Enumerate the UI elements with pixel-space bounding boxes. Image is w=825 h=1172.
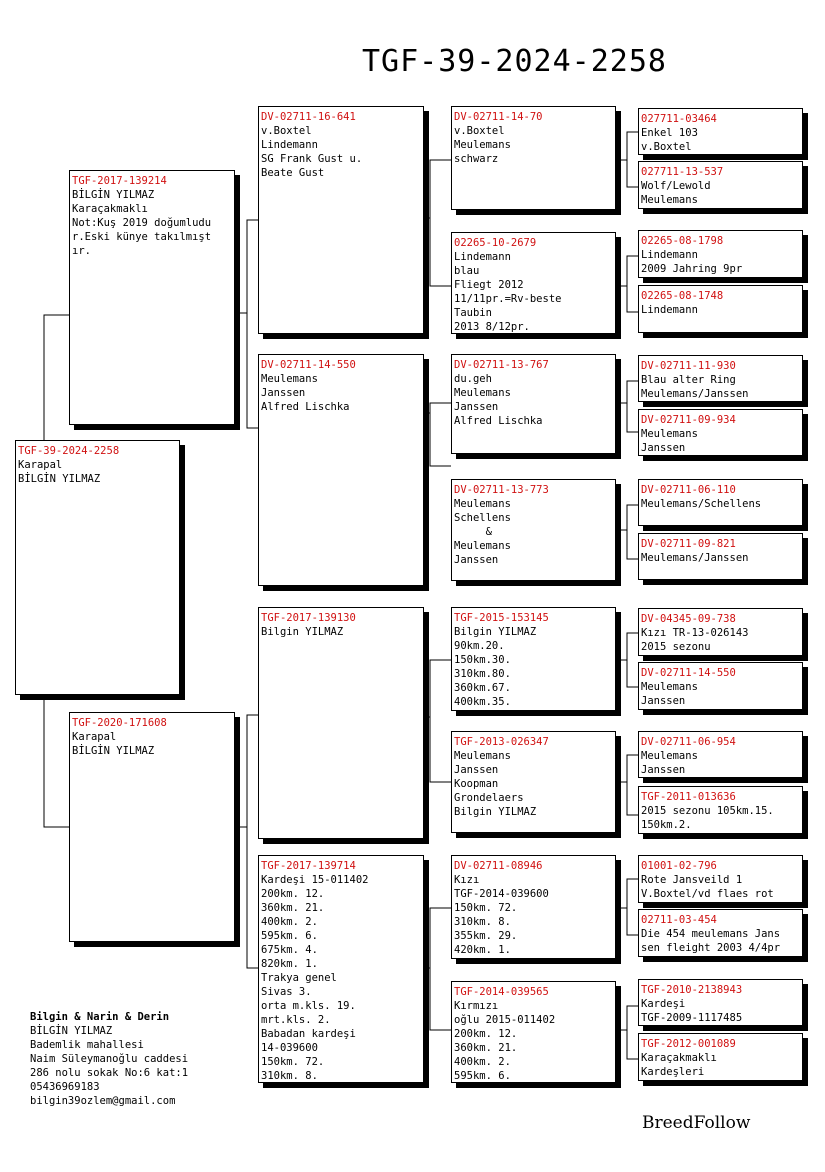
pigeon-detail-line: Kızı TR-13-026143 <box>641 627 749 639</box>
owner-line: Bademlik mahallesi <box>30 1039 144 1051</box>
ring-number: DV-02711-09-934 <box>641 414 736 426</box>
pigeon-detail-line: Meulemans <box>641 428 698 440</box>
pigeon-detail-line: Janssen <box>454 401 499 413</box>
pigeon-detail-line: 150km. 72. <box>261 1056 325 1068</box>
pigeon-card-g4[interactable] <box>638 479 803 526</box>
pigeon-detail-line: Janssen <box>641 695 686 707</box>
pigeon-detail-line: TGF-2009-1117485 <box>641 1012 743 1024</box>
pigeon-detail-line: 310km. 8. <box>261 1070 318 1082</box>
pigeon-detail-line: BİLGİN YILMAZ <box>72 745 155 757</box>
pigeon-detail-line: Janssen <box>261 387 306 399</box>
ring-number: DV-02711-11-930 <box>641 360 736 372</box>
pigeon-detail-line: Blau alter Ring <box>641 374 736 386</box>
pigeon-detail-line: Babadan kardeşi <box>261 1028 356 1040</box>
pigeon-detail-line: 2009 Jahring 9pr <box>641 263 743 275</box>
pigeon-detail-line: Die 454 meulemans Jans <box>641 928 781 940</box>
ring-number: DV-02711-08946 <box>454 860 543 872</box>
pigeon-detail-line: Meulemans/Janssen <box>641 552 749 564</box>
pigeon-detail-line: Kardeşleri <box>641 1066 705 1078</box>
ring-number: TGF-2010-2138943 <box>641 984 743 996</box>
pigeon-detail-line: 2013 8/12pr. <box>454 321 530 333</box>
owner-line: 286 nolu sokak No:6 kat:1 <box>30 1067 189 1079</box>
pigeon-card-g4[interactable] <box>638 108 803 155</box>
pigeon-detail-line: 400km. 2. <box>454 1056 511 1068</box>
pigeon-detail-line: 90km.20. <box>454 640 505 652</box>
owner-line: BİLGİN YILMAZ <box>30 1025 113 1037</box>
pigeon-card-g4[interactable] <box>638 533 803 580</box>
pigeon-detail-line: Meulemans <box>454 498 511 510</box>
owner-line: Naim Süleymanoğlu caddesi <box>30 1053 189 1065</box>
pigeon-detail-line: 2015 sezonu 105km.15. <box>641 805 774 817</box>
pigeon-detail-line: r.Eski künye takılmışt <box>72 231 212 243</box>
pigeon-detail-line: 400km.35. <box>454 696 511 708</box>
ring-number: 02265-08-1748 <box>641 290 724 302</box>
ring-number: 02265-08-1798 <box>641 235 724 247</box>
pigeon-detail-line: Lindemann <box>641 249 698 261</box>
pigeon-detail-line: Fliegt 2012 <box>454 279 524 291</box>
pigeon-card-g2[interactable] <box>258 354 424 586</box>
ring-number: TGF-2012-001089 <box>641 1038 736 1050</box>
ring-number: TGF-2011-013636 <box>641 791 736 803</box>
pigeon-detail-line: Karaçakmaklı <box>641 1052 717 1064</box>
pigeon-detail-line: Meulemans <box>454 387 511 399</box>
pigeon-detail-line: 360km.67. <box>454 682 511 694</box>
pigeon-detail-line: Lindemann <box>454 251 511 263</box>
brand-logo: BreedFollow <box>642 1113 751 1133</box>
pigeon-detail-line: Schellens <box>454 512 511 524</box>
pigeon-detail-line: Wolf/Lewold <box>641 180 711 192</box>
pigeon-detail-line: Janssen <box>454 554 499 566</box>
pigeon-detail-line: oğlu 2015-011402 <box>454 1014 556 1026</box>
pigeon-card-g4[interactable] <box>638 1033 803 1081</box>
pigeon-detail-line: 150km.2. <box>641 819 692 831</box>
pigeon-detail-line: Lindemann <box>261 139 318 151</box>
pigeon-detail-line: du.geh <box>454 373 492 385</box>
pigeon-card-g4[interactable] <box>638 355 803 402</box>
pigeon-detail-line: Taubin <box>454 307 492 319</box>
pigeon-detail-line: 200km. 12. <box>261 888 325 900</box>
pigeon-card-g3[interactable] <box>451 855 616 959</box>
pigeon-detail-line: Lindemann <box>641 304 698 316</box>
pigeon-card-g2[interactable] <box>258 607 424 839</box>
pigeon-card-g3[interactable] <box>451 731 616 833</box>
ring-number: 01001-02-796 <box>641 860 717 872</box>
pigeon-detail-line: Bilgin YILMAZ <box>261 626 344 638</box>
pigeon-detail-line: 310km. 8. <box>454 916 511 928</box>
pigeon-detail-line: 400km. 2. <box>261 916 318 928</box>
pigeon-card-g2[interactable] <box>258 106 424 334</box>
pigeon-card-g3[interactable] <box>451 354 616 454</box>
owner-phone: 05436969183 <box>30 1081 100 1093</box>
pigeon-card-g3[interactable] <box>451 106 616 210</box>
pigeon-card-g4[interactable] <box>638 662 803 710</box>
pigeon-detail-line: 595km. 6. <box>454 1070 511 1082</box>
pigeon-detail-line: Meulemans <box>454 540 511 552</box>
pigeon-detail-line: Beate Gust <box>261 167 325 179</box>
pigeon-detail-line: Meulemans/Janssen <box>641 388 749 400</box>
pigeon-card-g4[interactable] <box>638 909 803 957</box>
pigeon-detail-line: 820km. 1. <box>261 958 318 970</box>
pigeon-detail-line: Enkel 103 <box>641 127 698 139</box>
pigeon-detail-line: Janssen <box>454 764 499 776</box>
pigeon-detail-line: Kırmızı <box>454 1000 499 1012</box>
ring-number: TGF-2017-139714 <box>261 860 356 872</box>
ring-number: 02711-03-454 <box>641 914 717 926</box>
ring-number: DV-02711-06-110 <box>641 484 736 496</box>
pigeon-card-g1[interactable] <box>69 170 235 425</box>
ring-number: DV-02711-14-550 <box>641 667 736 679</box>
ring-number: DV-02711-14-550 <box>261 359 356 371</box>
pigeon-detail-line: Alfred Lischka <box>454 415 543 427</box>
pigeon-detail-line: Janssen <box>641 442 686 454</box>
pigeon-detail-line: 200km. 12. <box>454 1028 518 1040</box>
ring-number: 02265-10-2679 <box>454 237 537 249</box>
pigeon-detail-line: Meulemans <box>641 750 698 762</box>
pigeon-detail-line: Koopman <box>454 778 499 790</box>
ring-number: DV-02711-16-641 <box>261 111 356 123</box>
pigeon-detail-line: 14-039600 <box>261 1042 318 1054</box>
pigeon-card-g4[interactable] <box>638 786 803 834</box>
pigeon-detail-line: Karapal <box>72 731 117 743</box>
pigeon-detail-line: Alfred Lischka <box>261 401 350 413</box>
pigeon-detail-line: Karapal <box>18 459 63 471</box>
pigeon-detail-line: Rote Jansveild 1 <box>641 874 743 886</box>
pigeon-card-g4[interactable] <box>638 161 803 209</box>
ring-number: DV-02711-09-821 <box>641 538 736 550</box>
pigeon-detail-line: 595km. 6. <box>261 930 318 942</box>
ring-number: TGF-2020-171608 <box>72 717 167 729</box>
pigeon-detail-line: Not:Kuş 2019 doğumludu <box>72 217 212 229</box>
ring-number: DV-02711-13-767 <box>454 359 549 371</box>
pigeon-detail-line: Meulemans <box>454 750 511 762</box>
pigeon-detail-line: BİLGİN YILMAZ <box>72 189 155 201</box>
pigeon-detail-line: v.Boxtel <box>261 125 312 137</box>
pigeon-detail-line: blau <box>454 265 480 277</box>
pigeon-detail-line: Kızı <box>454 874 480 886</box>
pigeon-detail-line: schwarz <box>454 153 499 165</box>
pigeon-detail-line: 360km. 21. <box>454 1042 518 1054</box>
pigeon-detail-line: V.Boxtel/vd flaes rot <box>641 888 774 900</box>
ring-number: DV-02711-06-954 <box>641 736 736 748</box>
pigeon-detail-line: 150km.30. <box>454 654 511 666</box>
pigeon-detail-line: v.Boxtel <box>454 125 505 137</box>
pigeon-card-g3[interactable] <box>451 479 616 581</box>
pigeon-detail-line: Bilgin YILMAZ <box>454 806 537 818</box>
ring-number: 027711-03464 <box>641 113 717 125</box>
ring-number: TGF-2017-139130 <box>261 612 356 624</box>
pigeon-detail-line: BİLGİN YILMAZ <box>18 473 101 485</box>
pigeon-card-g4[interactable] <box>638 979 803 1026</box>
pigeon-detail-line: SG Frank Gust u. <box>261 153 363 165</box>
pigeon-detail-line: orta m.kls. 19. <box>261 1000 356 1012</box>
pigeon-detail-line: Janssen <box>641 764 686 776</box>
pigeon-detail-line: Meulemans <box>454 139 511 151</box>
pigeon-detail-line: 675km. 4. <box>261 944 318 956</box>
pigeon-detail-line: Grondelaers <box>454 792 524 804</box>
ring-number: TGF-2015-153145 <box>454 612 549 624</box>
ring-number: TGF-39-2024-2258 <box>18 445 120 457</box>
pigeon-card-g4[interactable] <box>638 285 803 333</box>
ring-number: DV-02711-13-773 <box>454 484 549 496</box>
pigeon-detail-line: Trakya genel <box>261 972 337 984</box>
ring-number: TGF-2014-039565 <box>454 986 549 998</box>
pigeon-detail-line: 420km. 1. <box>454 944 511 956</box>
pigeon-detail-line: Bilgin YILMAZ <box>454 626 537 638</box>
pigeon-detail-line: & <box>454 526 492 538</box>
pigeon-detail-line: sen fleight 2003 4/4pr <box>641 942 781 954</box>
ring-number: DV-02711-14-70 <box>454 111 543 123</box>
pigeon-card-g4[interactable] <box>638 409 803 456</box>
pigeon-detail-line: 360km. 21. <box>261 902 325 914</box>
pigeon-detail-line: Sivas 3. <box>261 986 312 998</box>
pigeon-detail-line: Meulemans <box>261 373 318 385</box>
pigeon-card-subject[interactable] <box>15 440 180 695</box>
owner-info <box>30 1010 188 1108</box>
pigeon-detail-line: Kardeşi 15-011402 <box>261 874 369 886</box>
pigeon-detail-line: Kardeşi <box>641 998 686 1010</box>
pigeon-card-g4[interactable] <box>638 855 803 903</box>
pigeon-detail-line: Meulemans <box>641 194 698 206</box>
pigeon-detail-line: 355km. 29. <box>454 930 518 942</box>
pigeon-card-g3[interactable] <box>451 232 616 334</box>
pigeon-card-g2[interactable] <box>258 855 424 1083</box>
pigeon-card-g3[interactable] <box>451 981 616 1083</box>
pigeon-detail-line: Meulemans/Schellens <box>641 498 762 510</box>
pigeon-detail-line: Meulemans <box>641 681 698 693</box>
ring-number: DV-04345-09-738 <box>641 613 736 625</box>
pigeon-detail-line: Karaçakmaklı <box>72 203 148 215</box>
pigeon-detail-line: TGF-2014-039600 <box>454 888 549 900</box>
ring-number: TGF-2017-139214 <box>72 175 167 187</box>
pigeon-detail-line: mrt.kls. 2. <box>261 1014 331 1026</box>
pigeon-detail-line: 310km.80. <box>454 668 511 680</box>
owner-name: Bilgin & Narin & Derin <box>30 1011 170 1023</box>
pigeon-card-g1[interactable] <box>69 712 235 942</box>
pigeon-detail-line: v.Boxtel <box>641 141 692 153</box>
ring-number: 027711-13-537 <box>641 166 724 178</box>
owner-email: bilgin39ozlem@gmail.com <box>30 1095 176 1107</box>
pigeon-detail-line: 150km. 72. <box>454 902 518 914</box>
pigeon-card-g4[interactable] <box>638 731 803 778</box>
pigeon-card-g4[interactable] <box>638 608 803 656</box>
pigeon-card-g4[interactable] <box>638 230 803 278</box>
pigeon-detail-line: 2015 sezonu <box>641 641 711 653</box>
pigeon-card-g3[interactable] <box>451 607 616 711</box>
ring-number: TGF-2013-026347 <box>454 736 549 748</box>
pigeon-detail-line: ır. <box>72 245 91 257</box>
page-title: TGF-39-2024-2258 <box>362 44 667 79</box>
pigeon-detail-line: 11/11pr.=Rv-beste <box>454 293 562 305</box>
